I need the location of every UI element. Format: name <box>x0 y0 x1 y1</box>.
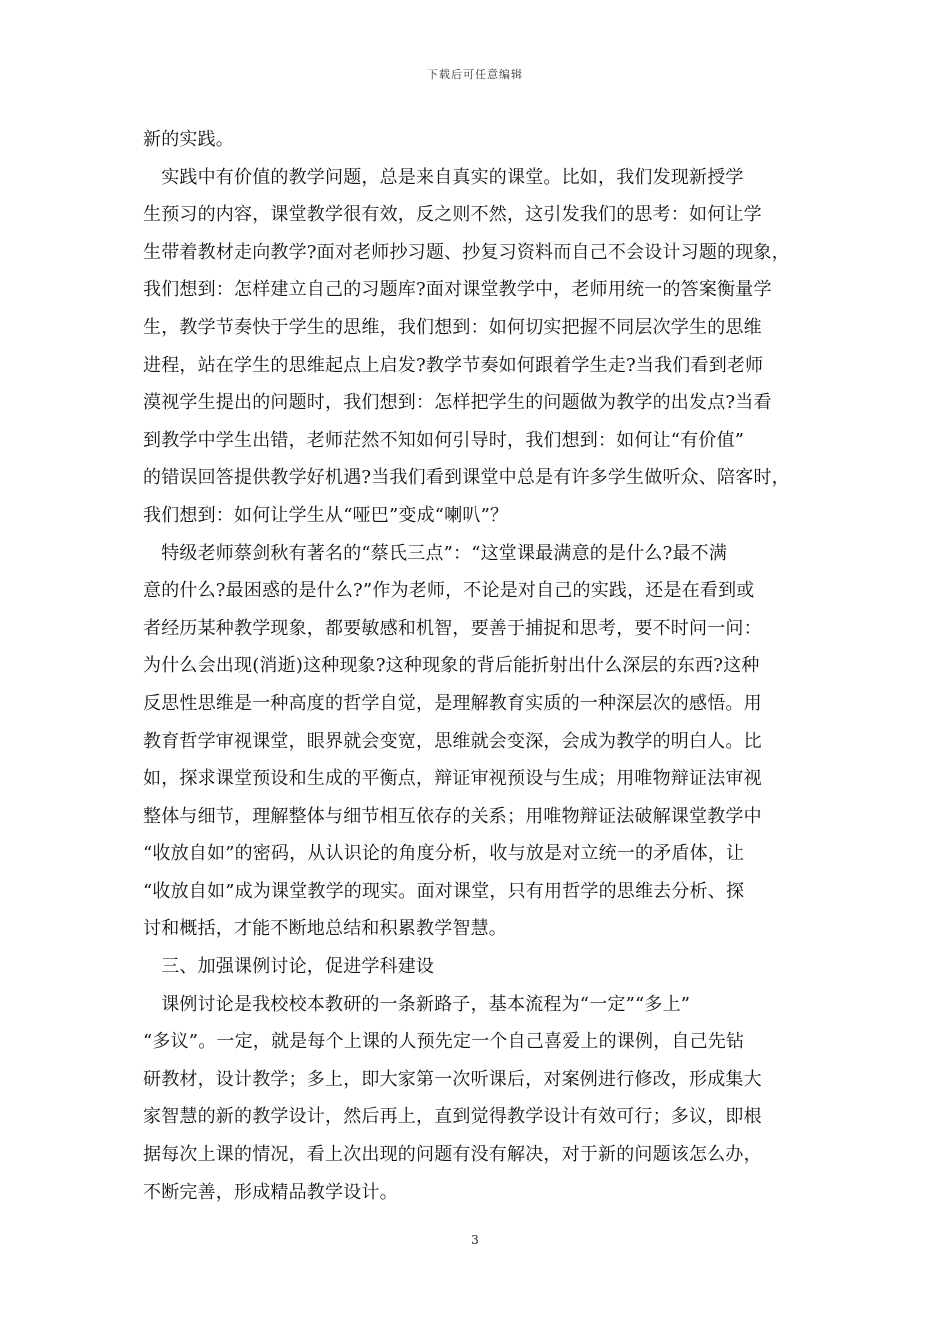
section-heading: 三、加强课例讨论，促进学科建设 <box>143 956 435 978</box>
text-line: 反思性思维是一种高度的哲学自觉，是理解教育实质的一种深层次的感悟。用 <box>143 692 762 714</box>
page-number: 3 <box>471 1233 479 1247</box>
text-line: 漠视学生提出的问题时，我们想到：怎样把学生的问题做为教学的出发点?当看 <box>143 392 772 414</box>
text-line: 如，探求课堂预设和生成的平衡点，辩证审视预设与生成；用唯物辩证法审视 <box>143 768 762 790</box>
text-line: 新的实践。 <box>143 129 234 150</box>
text-line: “收放自如”成为课堂教学的现实。面对课堂，只有用哲学的思维去分析、探 <box>143 880 745 902</box>
text-line: 特级老师蔡剑秋有著名的“蔡氏三点”：“这堂课最满意的是什么?最不满 <box>143 542 728 564</box>
text-line: 意的什么?最困惑的是什么?”作为老师，不论是对自己的实践，还是在看到或 <box>143 580 755 602</box>
page-header: 下载后可任意编辑 <box>427 68 523 81</box>
text-line: 到教学中学生出错，老师茫然不知如何引导时，我们想到：如何让“有价值” <box>143 429 745 451</box>
body-text <box>143 121 813 1211</box>
text-line: 整体与细节，理解整体与细节相互依存的关系；用唯物辩证法破解课堂教学中 <box>143 805 762 827</box>
text-line: 我们想到：如何让学生从“哑巴”变成“喇叭”？ <box>143 504 509 526</box>
text-line: 不断完善，形成精品教学设计。 <box>143 1181 398 1203</box>
text-line: 的错误回答提供教学好机遇?当我们看到课堂中总是有许多学生做听众、陪客时， <box>143 467 790 489</box>
text-line: “收放自如”的密码，从认识论的角度分析，收与放是对立统一的矛盾体，让 <box>143 843 745 865</box>
text-line: 据每次上课的情况，看上次出现的问题有没有解决，对于新的问题该怎么办， <box>143 1144 762 1166</box>
text-line: 者经历某种教学现象，都要敏感和机智，要善于捕捉和思考，要不时问一问： <box>143 617 762 639</box>
text-line: 生带着教材走向教学?面对老师抄习题、抄复习资料而自己不会设计习题的现象， <box>143 241 790 263</box>
text-line: 研教材，设计教学；多上，即大家第一次听课后，对案例进行修改，形成集大 <box>143 1068 762 1090</box>
text-line: 家智慧的新的教学设计，然后再上，直到觉得教学设计有效可行；多议，即根 <box>143 1106 762 1128</box>
text-line: 教育哲学审视课堂，眼界就会变宽，思维就会变深，会成为教学的明白人。比 <box>143 730 762 752</box>
text-line: 实践中有价值的教学问题，总是来自真实的课堂。比如，我们发现新授学 <box>143 166 744 188</box>
text-line: 生，教学节奏快于学生的思维，我们想到：如何切实把握不同层次学生的思维 <box>143 316 762 338</box>
text-line: 课例讨论是我校校本教研的一条新路子，基本流程为“一定”“多上” <box>143 993 691 1015</box>
text-line: 我们想到：怎样建立自己的习题库?面对课堂教学中，老师用统一的答案衡量学 <box>143 279 772 301</box>
text-line: 讨和概括，才能不断地总结和积累教学智慧。 <box>143 918 507 940</box>
text-line: 生预习的内容，课堂教学很有效，反之则不然，这引发我们的思考：如何让学 <box>143 204 762 226</box>
text-line: 进程，站在学生的思维起点上启发?教学节奏如何跟着学生走?当我们看到老师 <box>143 354 764 376</box>
text-line: “多议”。一定，就是每个上课的人预先定一个自己喜爱上的课例，自己先钻 <box>143 1031 745 1053</box>
text-line: 为什么会出现(消逝)这种现象?这种现象的背后能折射出什么深层的东西?这种 <box>143 655 760 677</box>
